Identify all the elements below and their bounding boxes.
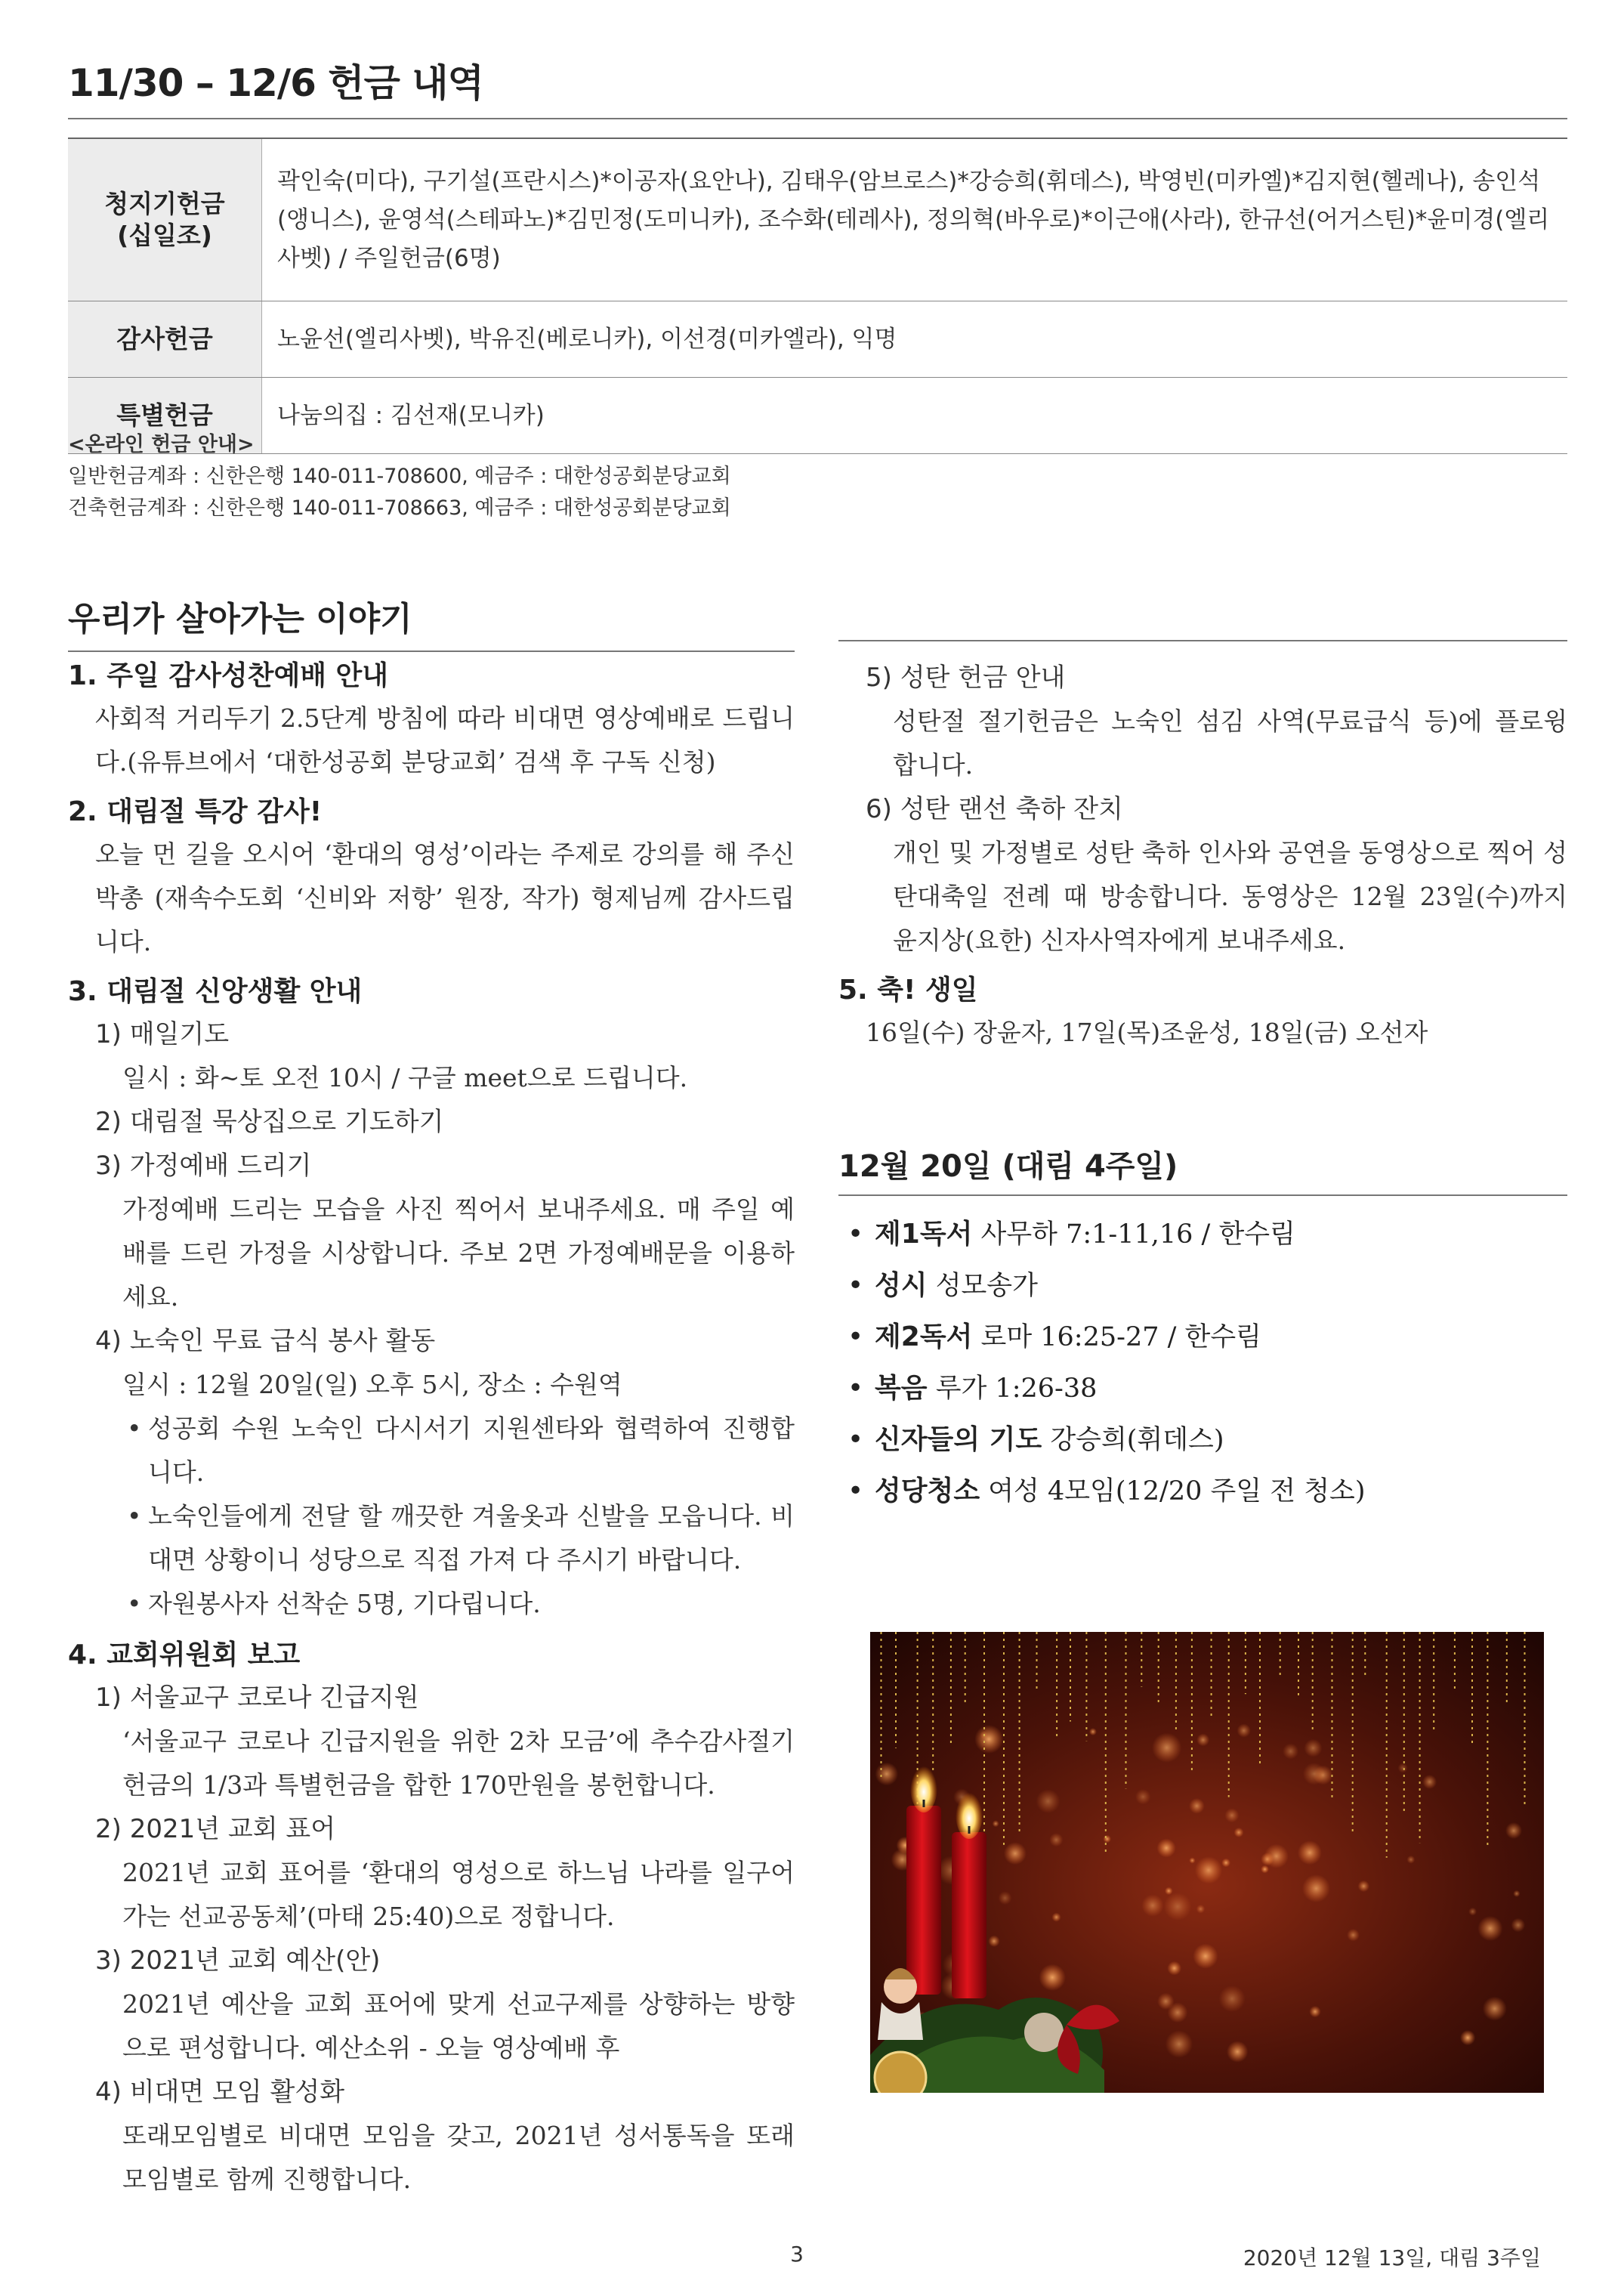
right-column-divider <box>838 640 1567 641</box>
s3-item6-body: 개인 및 가정별로 성탄 축하 인사와 공연을 동영상으로 찍어 성탄대축일 전례 때 방송합니다. 동영상은 12월 23일(수)까지 윤지상(요한) 신자사역자에게 보내주세요. <box>893 838 1567 955</box>
schedule-list <box>844 1209 1562 1517</box>
offering-label-special: 특별헌금 <box>68 378 262 454</box>
s3-item4-body: 일시 : 12월 20일(일) 오후 5시, 장소 : 수원역 <box>122 1370 622 1399</box>
offering-label-tithe: 청지기헌금 (십일조) <box>68 138 262 301</box>
offering-title: 11/30 – 12/6 헌금 내역 <box>68 53 1567 119</box>
offering-value-special: 나눔의집 : 김선재(모니카) <box>262 378 1568 454</box>
s1-body: 사회적 거리두기 2.5단계 방침에 따라 비대면 영상예배로 드립니다.(유튜브에서 ‘대한성공회 분당교회’ 검색 후 구독 신청) <box>95 703 795 777</box>
s4-item4-body: 또래모임별로 비대면 모임을 갖고, 2021년 성서통독을 또래모임별로 함께 진행합니다. <box>122 2121 795 2194</box>
s4-item1-body: ‘서울교구 코로나 긴급지원을 위한 2차 모금’에 추수감사절기 헌금의 1/3과 특별헌금을 합한 170만원을 봉헌합니다. <box>122 1726 795 1800</box>
offering-table <box>68 138 1567 454</box>
page-number: 3 <box>790 2242 804 2267</box>
s4-item3-body: 2021년 예산을 교회 표어에 맞게 선교구제를 상향하는 방향으로 편성합니다. 예산소위 - 오늘 영상예배 후 <box>122 1989 795 2063</box>
s3-item3-title: 3) 가정예배 드리기 <box>95 1151 312 1181</box>
building-account-line: 건축헌금계좌 : 신한은행 140-011-708663, 예금주 : 대한성공회분당교회 <box>68 496 731 520</box>
s3-item2-title: 2) 대림절 묵상집으로 기도하기 <box>95 1107 444 1137</box>
s4-item1-title: 1) 서울교구 코로나 긴급지원 <box>95 1683 419 1713</box>
s3-item4-title: 4) 노숙인 무료 급식 봉사 활동 <box>95 1326 436 1356</box>
s4-item4-title: 4) 비대면 모임 활성화 <box>95 2077 345 2107</box>
s3-item3-body: 가정예배 드리는 모습을 사진 찍어서 보내주세요. 매 주일 예배를 드린 가정을 시상합니다. 주보 2면 가정예배문을 이용하세요. <box>122 1194 795 1312</box>
s2-body: 오늘 먼 길을 오시어 ‘환대의 영성’이라는 주제로 강의를 해 주신 박총 (재속수도회 ‘신비와 저항’ 원장, 작가) 형제님께 감사드립니다. <box>95 839 795 956</box>
list-item: • 노숙인들에게 전달 할 깨끗한 겨울옷과 신발을 모읍니다. 비대면 상황이니 성당으로 직접 가져 다 주시기 바랍니다. <box>127 1494 795 1582</box>
s3-item5-title: 5) 성탄 헌금 안내 <box>866 663 1066 693</box>
christmas-candles-illustration <box>870 1632 1544 2093</box>
story-right-column <box>838 656 1567 1055</box>
s5-heading: 5. 축! 생일 <box>838 975 978 1006</box>
general-account-line: 일반헌금계좌 : 신한은행 140-011-708600, 예금주 : 대한성공회분당교회 <box>68 465 731 488</box>
s3-item6-title: 6) 성탄 랜선 축하 잔치 <box>866 794 1123 824</box>
s3-heading: 3. 대림절 신앙생활 안내 <box>68 976 363 1007</box>
s3-item1-title: 1) 매일기도 <box>95 1019 230 1049</box>
s1-heading: 1. 주일 감사성찬예배 안내 <box>68 660 389 691</box>
s2-heading: 2. 대림절 특강 감사! <box>68 796 323 827</box>
s5-body: 16일(수) 장윤자, 17일(목)조윤성, 18일(금) 오선자 <box>866 1018 1428 1047</box>
christmas-candles-image <box>870 1632 1544 2093</box>
list-item: • 성공회 수원 노숙인 다시서기 지원센타와 협력하여 진행합니다. <box>127 1407 795 1494</box>
online-offering-title: <온라인 헌금 안내> <box>68 433 255 456</box>
list-item: • 성당청소 여성 4모임(12/20 주일 전 청소) <box>844 1466 1562 1517</box>
s3-item5-body: 성탄절 절기헌금은 노숙인 섬김 사역(무료급식 등)에 플로윙 합니다. <box>893 706 1567 780</box>
s4-item3-title: 3) 2021년 교회 예산(안) <box>95 1945 381 1976</box>
list-item: • 성시 성모송가 <box>844 1260 1562 1312</box>
list-item: • 신자들의 기도 강승희(휘데스) <box>844 1414 1562 1466</box>
s4-item2-body: 2021년 교회 표어를 ‘환대의 영성으로 하느님 나라를 일구어 가는 선교공동체’(마태 25:40)으로 정합니다. <box>122 1858 795 1931</box>
offering-label-thanks: 감사헌금 <box>68 301 262 378</box>
list-item: • 제1독서 사무하 7:1-11,16 / 한수림 <box>844 1209 1562 1260</box>
schedule-title: 12월 20일 (대림 4주일) <box>838 1142 1567 1196</box>
table-row <box>68 301 1567 378</box>
list-item: • 자원봉사자 선착순 5명, 기다립니다. <box>127 1582 795 1626</box>
list-item: • 복음 루가 1:26-38 <box>844 1363 1562 1414</box>
offering-value-thanks: 노윤선(엘리사벳), 박유진(베로니카), 이선경(미카엘라), 익명 <box>262 301 1568 378</box>
list-item: • 제2독서 로마 16:25-27 / 한수림 <box>844 1312 1562 1363</box>
s3-item1-body: 일시 : 화~토 오전 10시 / 구글 meet으로 드립니다. <box>122 1063 688 1092</box>
table-row <box>68 138 1567 301</box>
offering-value-tithe: 곽인숙(미다), 구기설(프란시스)*이공자(요안나), 김태우(암브로스)*강승희(휘데스), 박영빈(미카엘)*김지현(헬레나), 송인석(앵니스), 윤영석(스테파노)*김민정(도미니카), 조수화(테레사), 정의혁(바우로)*이근애(사라), 한규선(어거스틴)*윤미경(엘리사벳) / 주일헌금(6명) <box>262 138 1568 301</box>
story-section-title: 우리가 살아가는 이야기 <box>68 592 795 652</box>
s4-item2-title: 2) 2021년 교회 표어 <box>95 1814 336 1844</box>
footer-date: 2020년 12월 13일, 대림 3주일 <box>1243 2245 1541 2270</box>
online-offering-info <box>68 429 974 524</box>
s4-heading: 4. 교회위원회 보고 <box>68 1639 301 1670</box>
story-left-column <box>68 656 795 2202</box>
